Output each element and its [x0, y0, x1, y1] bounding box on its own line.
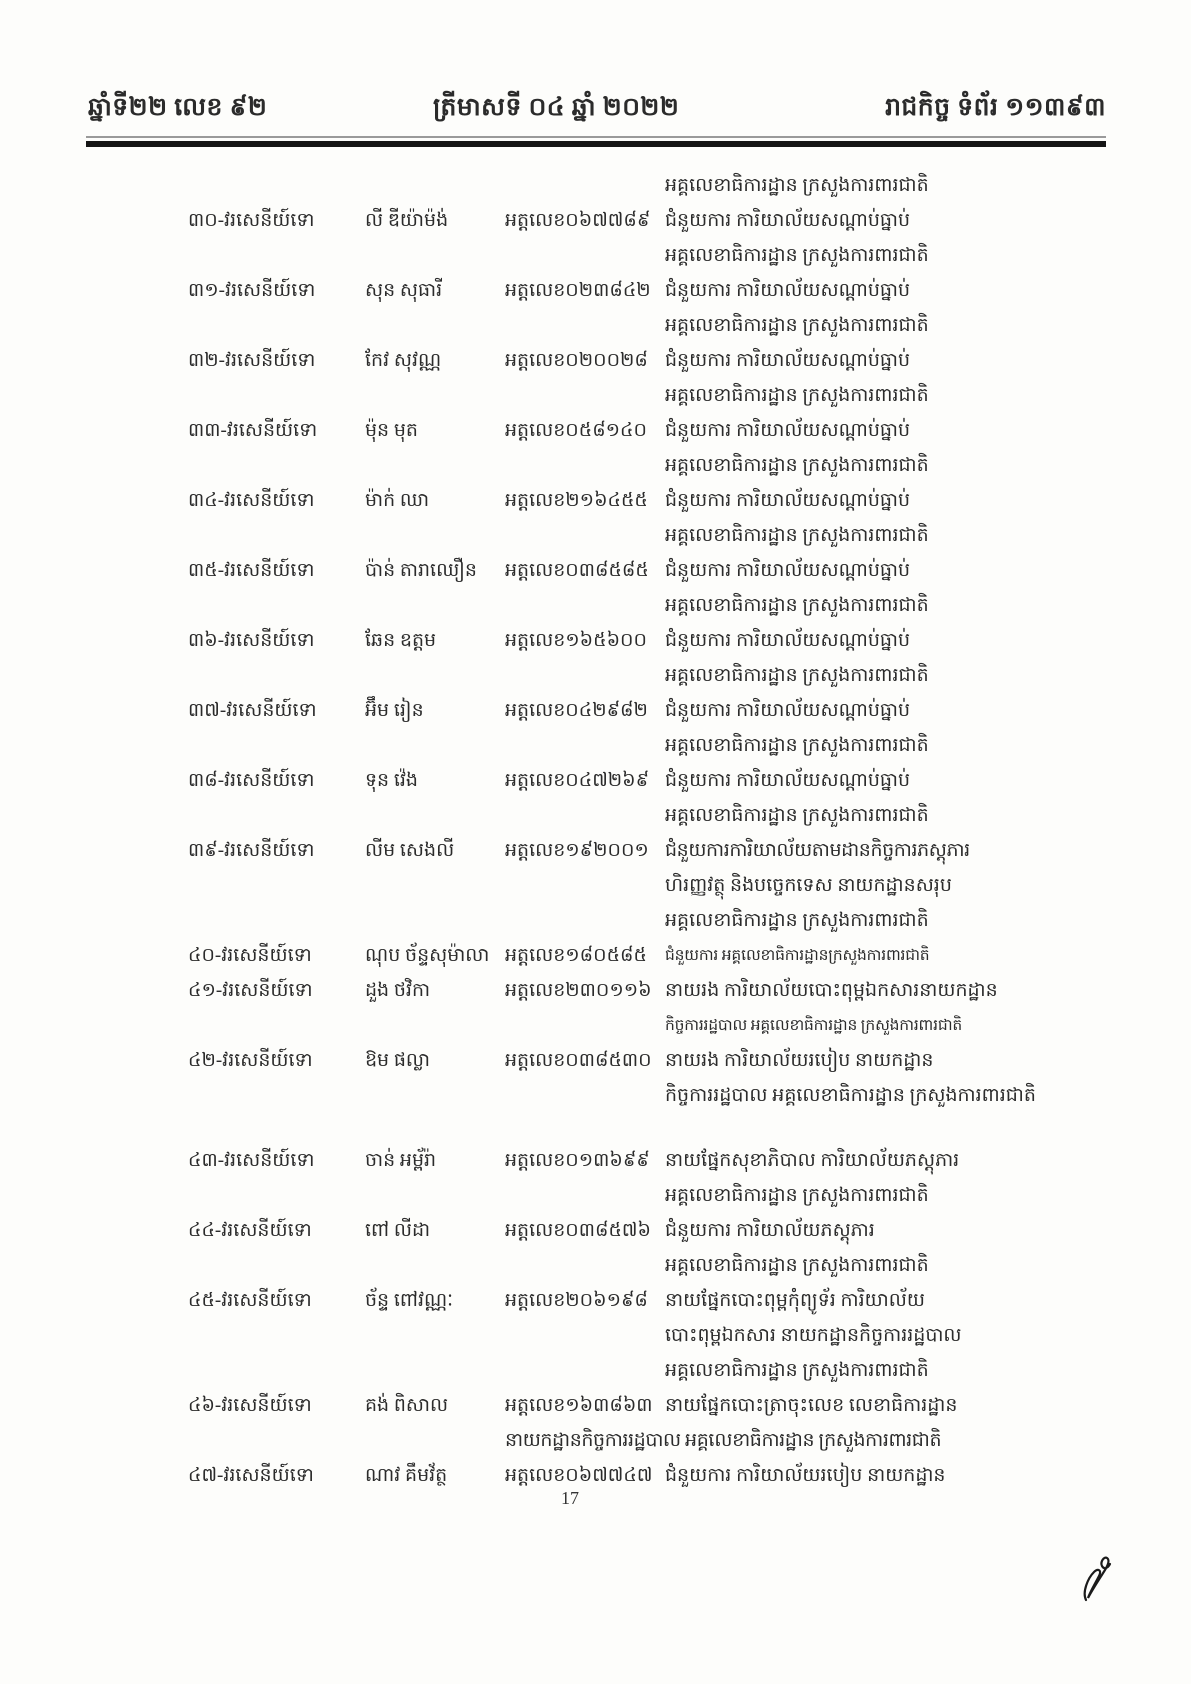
position-cell: [665, 1283, 1105, 1388]
table-row: [188, 343, 1105, 413]
position-line: ជំនួយការ អគ្គលេខាធិការដ្ឋានក្រសួងការពារជាតិ: [665, 947, 930, 964]
position-line: អគ្គលេខាធិការដ្ឋាន ក្រសួងការពារជាតិ: [665, 595, 929, 616]
rank-cell: ៣១-វរសេនីយ៍ទោ: [188, 280, 316, 301]
position-line: ជំនួយការការិយាល័យតាមដានកិច្ចការភស្តុភារ: [665, 840, 970, 861]
rank-cell: ៣៣-វរសេនីយ៍ទោ: [188, 420, 318, 441]
table-row: [188, 1388, 1105, 1458]
table-row: [188, 1458, 1105, 1493]
id-cell: អត្តលេខ១៨០៥៨៥: [505, 945, 647, 966]
position-line: ជំនួយការ ការិយាល័យសណ្តាប់ធ្នាប់: [665, 280, 911, 301]
position-line: អគ្គលេខាធិការដ្ឋាន ក្រសួងការពារជាតិ: [665, 525, 929, 546]
table-row: [188, 693, 1105, 763]
id-cell: អត្តលេខ០២០០២៨: [505, 350, 648, 371]
position-line: អគ្គលេខាធិការដ្ឋាន ក្រសួងការពារជាតិ: [665, 245, 929, 266]
name-cell: លីម សេងលី: [365, 840, 455, 861]
name-cell: ច័ន្ទ ពៅវណ្ណៈ: [365, 1290, 454, 1311]
table-row: [188, 483, 1105, 553]
rank-cell: ៣៨-វរសេនីយ៍ទោ: [188, 770, 315, 791]
rank-cell: ៣៧-វរសេនីយ៍ទោ: [188, 700, 317, 721]
id-cell: អត្តលេខ២១៦៤៥៥: [505, 490, 648, 511]
position-line: អគ្គលេខាធិការដ្ឋាន ក្រសួងការពារជាតិ: [665, 315, 929, 336]
position-line: អគ្គលេខាធិការដ្ឋាន ក្រសួងការពារជាតិ: [665, 1360, 929, 1381]
header-gazette-pageno: រាជកិច្ច ទំព័រ ១១៣៩៣: [885, 94, 1106, 121]
name-cell: ទុន វ៉េង: [365, 770, 418, 791]
id-cell: អត្តលេខ០៣៨៥៧៦: [505, 1220, 651, 1241]
name-cell: ណាវ គឹមវ័ត្ថ: [365, 1465, 448, 1486]
roster-rows: [188, 203, 1105, 1493]
header-rule-thin: [86, 136, 1106, 138]
position-line: ជំនួយការ ការិយាល័យសណ្តាប់ធ្នាប់: [665, 350, 911, 371]
table-row: [188, 973, 1105, 1043]
table-row: [188, 938, 1105, 973]
position-cell: [665, 273, 1105, 343]
position-line: នាយរង ការិយាល័យបោះពុម្ពឯកសារនាយកដ្ឋាន: [665, 980, 998, 1001]
id-cell: អត្តលេខ២៣០១១៦: [505, 980, 652, 1001]
rank-cell: ៤៥-វរសេនីយ៍ទោ: [188, 1290, 312, 1311]
position-line: អគ្គលេខាធិការដ្ឋាន ក្រសួងការពារជាតិ: [665, 735, 929, 756]
signature-mark: [1072, 1548, 1118, 1604]
position-cell: [665, 343, 1105, 413]
rank-cell: ៤៣-វរសេនីយ៍ទោ: [188, 1150, 315, 1171]
position-cell: [665, 693, 1105, 763]
name-cell: ចាន់ អម្ព័រ៉ា: [365, 1150, 437, 1171]
name-cell: ពៅ លីដា: [365, 1220, 431, 1241]
position-line: នាយផ្នែកបោះពុម្ពកុំព្យូទ័រ ការិយាល័យ: [665, 1290, 925, 1311]
name-cell: ម៉ុន មុត: [365, 420, 418, 441]
id-cell: អត្តលេខ០៦៧៧៤៧: [505, 1465, 653, 1486]
table-row: [188, 273, 1105, 343]
position-line: ជំនួយការ ការិយាល័យសណ្តាប់ធ្នាប់: [665, 420, 911, 441]
position-line: ជំនួយការ ការិយាល័យសណ្តាប់ធ្នាប់: [665, 700, 911, 721]
id-cell: អត្តលេខ០៥៨១៤០: [505, 420, 647, 441]
name-cell: ដួង ថវិកា: [365, 980, 431, 1001]
rank-cell: ៣០-វរសេនីយ៍ទោ: [188, 210, 315, 231]
header-year-issue: ឆ្នាំទី២២ លេខ ៩២: [88, 94, 268, 121]
name-cell: ម៉ាក់ ឈា: [365, 490, 430, 511]
id-cell: អត្តលេខ០៤៧២៦៩: [505, 770, 650, 791]
table-row: [188, 1143, 1105, 1213]
id-cell: អត្តលេខ១៦៥៦០០: [505, 630, 647, 651]
header-quarter-year: ត្រីមាសទី ០៤ ឆ្នាំ ២០២២: [433, 94, 680, 121]
table-row: [188, 1283, 1105, 1388]
position-cell: [665, 483, 1105, 553]
id-cell: អត្តលេខ០៣៨៥៣០: [505, 1050, 652, 1071]
name-cell: ណុប ច័ន្ទសុម៉ាលា: [365, 945, 490, 966]
id-cell: អត្តលេខ០៤២៩៨២: [505, 700, 648, 721]
table-row: [188, 1043, 1105, 1113]
position-line: អគ្គលេខាធិការដ្ឋាន ក្រសួងការពារជាតិ: [665, 455, 929, 476]
table-row: [188, 203, 1105, 273]
rank-cell: ៤៤-វរសេនីយ៍ទោ: [188, 1220, 312, 1241]
table-row: [188, 1213, 1105, 1283]
position-line: នាយផ្នែកបោះត្រាចុះលេខ លេខាធិការដ្ឋាន: [665, 1395, 958, 1416]
id-cell: អត្តលេខ០១៣៦៩៩: [505, 1150, 650, 1171]
name-cell: ឆែន ឧត្តម: [365, 630, 437, 651]
position-line: អគ្គលេខាធិការដ្ឋាន ក្រសួងការពារជាតិ: [665, 910, 929, 931]
position-cell: [665, 763, 1105, 833]
position-line: ជំនួយការ ការិយាល័យសណ្តាប់ធ្នាប់: [665, 210, 911, 231]
name-cell: ឱម ផល្លា: [365, 1050, 431, 1071]
position-cell: [665, 973, 1105, 1043]
name-cell: លី ឌីយ៉ាម៉ង់: [365, 210, 449, 231]
header-rule-thick: [86, 141, 1106, 147]
position-cell: [665, 1143, 1105, 1213]
position-line: ជំនួយការ ការិយាល័យសណ្តាប់ធ្នាប់: [665, 770, 911, 791]
table-row: [188, 833, 1105, 938]
id-cell: អត្តលេខ០២៣៨៤២: [505, 280, 651, 301]
rank-cell: ៤៧-វរសេនីយ៍ទោ: [188, 1465, 314, 1486]
page-number: 17: [561, 1488, 579, 1508]
position-line: ជំនួយការ ការិយាល័យរបៀប នាយកដ្ឋាន: [665, 1465, 946, 1486]
continuation-line: អគ្គលេខាធិការដ្ឋាន ក្រសួងការពារជាតិ: [665, 175, 929, 196]
position-line: នាយរង ការិយាល័យរបៀប នាយកដ្ឋាន: [665, 1050, 934, 1071]
position-cell: [665, 1043, 1105, 1113]
page-header: [88, 92, 1106, 128]
name-cell: អ៊ឹម រៀន: [365, 700, 424, 721]
name-cell: កែវ សុវណ្ណ: [365, 350, 442, 371]
name-cell: ប៉ាន់ តារាឈឿន: [365, 560, 477, 581]
table-row: [188, 763, 1105, 833]
position-line: អគ្គលេខាធិការដ្ឋាន ក្រសួងការពារជាតិ: [665, 665, 929, 686]
position-line: អគ្គលេខាធិការដ្ឋាន ក្រសួងការពារជាតិ: [665, 385, 929, 406]
id-cell: អត្តលេខ១៩២០០១: [505, 840, 649, 861]
id-cell: អត្តលេខ០៣៨៥៨៥: [505, 560, 649, 581]
rank-cell: ៣៤-វរសេនីយ៍ទោ: [188, 490, 315, 511]
position-cell: [665, 1213, 1105, 1283]
table-row: [188, 553, 1105, 623]
position-cell: [665, 623, 1105, 693]
position-line: អគ្គលេខាធិការដ្ឋាន ក្រសួងការពារជាតិ: [665, 1185, 929, 1206]
table-row: [188, 623, 1105, 693]
roster-table: [188, 168, 1105, 1493]
position-line: អគ្គលេខាធិការដ្ឋាន ក្រសួងការពារជាតិ: [665, 805, 929, 826]
name-cell: សុន សុធារី: [365, 280, 443, 301]
position-line: កិច្ចការរដ្ឋបាល អគ្គលេខាធិការដ្ឋាន ក្រសួងការពារជាតិ: [665, 1017, 963, 1034]
position-cell: [665, 833, 1105, 938]
position-line: ជំនួយការ ការិយាល័យសណ្តាប់ធ្នាប់: [665, 560, 911, 581]
rank-cell: ៤២-វរសេនីយ៍ទោ: [188, 1050, 313, 1071]
position-line: នាយផ្នែកសុខាភិបាល ការិយាល័យភស្តុភារ: [665, 1150, 960, 1171]
position-cell: [665, 938, 1105, 973]
position-line: បោះពុម្ពឯកសារ នាយកដ្ឋានកិច្ចការរដ្ឋបាល: [665, 1325, 962, 1346]
name-cell: គង់ ពិសាល: [365, 1395, 449, 1416]
position-line: ហិរញ្ញវត្ថុ និងបច្ចេកទេស នាយកដ្ឋានសរុប: [665, 875, 952, 896]
position-line: ជំនួយការ ការិយាល័យភស្តុភារ: [665, 1220, 875, 1241]
position-cell: [665, 203, 1105, 273]
rank-cell: ៣៦-វរសេនីយ៍ទោ: [188, 630, 315, 651]
position-line: កិច្ចការរដ្ឋបាល អគ្គលេខាធិការដ្ឋាន ក្រសួងការពារជាតិ: [665, 1085, 1036, 1106]
position-cell: [665, 413, 1105, 483]
rank-cell: ៤៦-វរសេនីយ៍ទោ: [188, 1395, 312, 1416]
position-cell: [665, 1458, 1105, 1493]
id-cell: អត្តលេខ១៦៣៨៦៣: [505, 1395, 653, 1416]
position-cell: [665, 553, 1105, 623]
rank-cell: ៣៩-វរសេនីយ៍ទោ: [188, 840, 315, 861]
position-line: អគ្គលេខាធិការដ្ឋាន ក្រសួងការពារជាតិ: [665, 1255, 929, 1276]
rank-cell: ៤០-វរសេនីយ៍ទោ: [188, 945, 312, 966]
position-line: ជំនួយការ ការិយាល័យសណ្តាប់ធ្នាប់: [665, 630, 911, 651]
id-cell: អត្តលេខ២០៦១៩៨: [505, 1290, 648, 1311]
rank-cell: ៣៥-វរសេនីយ៍ទោ: [188, 560, 315, 581]
table-row: [188, 413, 1105, 483]
rank-cell: ៤១-វរសេនីយ៍ទោ: [188, 980, 313, 1001]
position-line: នាយកដ្ឋានកិច្ចការរដ្ឋបាល អគ្គលេខាធិការដ្ឋាន ក្រសួងការពារជាតិ: [505, 1430, 942, 1451]
position-line: ជំនួយការ ការិយាល័យសណ្តាប់ធ្នាប់: [665, 490, 911, 511]
id-cell: អត្តលេខ០៦៧៧៨៩: [505, 210, 651, 231]
rank-cell: ៣២-វរសេនីយ៍ទោ: [188, 350, 316, 371]
